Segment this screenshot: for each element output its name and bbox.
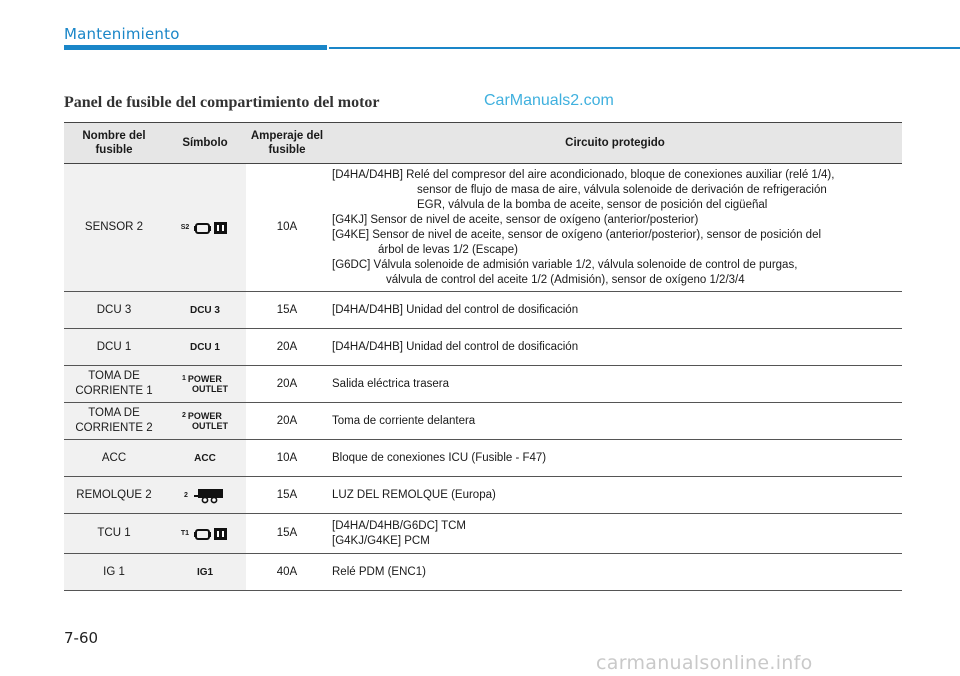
- page-heading: Panel de fusible del compartimiento del motor: [64, 94, 380, 111]
- symbol-index: T1: [180, 530, 190, 537]
- fuse-amperage: 15A: [246, 514, 328, 554]
- watermark-top[interactable]: CarManuals2.com: [484, 92, 614, 109]
- table-row: [64, 477, 902, 514]
- symbol-index: 1: [182, 375, 186, 382]
- symbol-line1: POWER: [187, 374, 222, 384]
- fuse-circuit: Bloque de conexiones ICU (Fusible - F47): [328, 440, 902, 477]
- fuse-circuit: Salida eléctrica trasera: [328, 366, 902, 403]
- fuse-symbol: [164, 440, 246, 477]
- circuit-line: válvula de control del aceite 1/2 (Admisión), sensor de oxígeno 1/2/3/4: [386, 273, 745, 286]
- fuse-amperage: 20A: [246, 366, 328, 403]
- table-row: [64, 440, 902, 477]
- watermark-bottom[interactable]: carmanualsonline.info: [596, 652, 813, 674]
- fuse-amperage: 20A: [246, 329, 328, 366]
- fuse-name: TOMA DE CORRIENTE 1: [64, 366, 164, 403]
- fuse-symbol: [164, 292, 246, 329]
- fuse-amperage: 20A: [246, 403, 328, 440]
- header-rule-thick: [64, 45, 327, 50]
- fuse-symbol: [164, 329, 246, 366]
- fuse-circuit: Toma de corriente delantera: [328, 403, 902, 440]
- fuse-symbol: [164, 554, 246, 591]
- symbol-text: DCU 1: [189, 341, 220, 353]
- fuse-name: SENSOR 2: [64, 164, 164, 292]
- circuit-line: [G4KE] Sensor de nivel de aceite, sensor de oxígeno (anterior/posterior), sensor de posición del: [332, 228, 822, 241]
- fuse-circuit: [328, 164, 902, 292]
- circuit-line: sensor de flujo de masa de aire, válvula solenoide de derivación de refrigeración: [417, 183, 827, 196]
- circuit-line: [G6DC] Válvula solenoide de admisión variable 1/2, válvula solenoide de control de purgas,: [332, 258, 798, 271]
- column-header-circuit: Circuito protegido: [328, 123, 902, 164]
- symbol-text: ACC: [194, 452, 216, 464]
- fuse-name: TOMA DE CORRIENTE 2: [64, 403, 164, 440]
- fuse-circuit: LUZ DEL REMOLQUE (Europa): [328, 477, 902, 514]
- symbol-line2: OUTLET: [192, 384, 228, 394]
- fuse-circuit: [D4HA/D4HB] Unidad del control de dosificación: [328, 292, 902, 329]
- page-number: 7-60: [64, 629, 99, 647]
- fuse-amperage: 15A: [246, 477, 328, 514]
- table-row: [64, 554, 902, 591]
- circuit-line: árbol de levas 1/2 (Escape): [378, 243, 518, 256]
- header-rule-thin: [329, 47, 960, 49]
- fuse-amperage: 40A: [246, 554, 328, 591]
- fuse-amperage: 15A: [246, 292, 328, 329]
- engine-transmission-icon: [193, 526, 229, 542]
- fuse-table: [64, 122, 902, 591]
- symbol-line1: POWER: [187, 411, 222, 421]
- table-row: [64, 366, 902, 403]
- symbol-line2: OUTLET: [192, 421, 228, 431]
- fuse-amperage: 10A: [246, 164, 328, 292]
- section-title: Mantenimiento: [64, 25, 180, 43]
- column-header-amperage: Amperaje del fusible: [246, 123, 328, 164]
- fuse-symbol: [164, 164, 246, 292]
- table-row: [64, 403, 902, 440]
- fuse-name: IG 1: [64, 554, 164, 591]
- fuse-symbol: [164, 477, 246, 514]
- symbol-text: DCU 3: [189, 304, 220, 316]
- table-row: [64, 514, 902, 554]
- fuse-name: TCU 1: [64, 514, 164, 554]
- fuse-circuit: Relé PDM (ENC1): [328, 554, 902, 591]
- fuse-name: ACC: [64, 440, 164, 477]
- symbol-index: 2: [182, 412, 186, 419]
- trailer-icon: [192, 486, 226, 504]
- table-row: [64, 292, 902, 329]
- symbol-index: 2: [184, 491, 188, 499]
- fuse-symbol: [164, 366, 246, 403]
- fuse-circuit: [328, 514, 902, 554]
- fuse-symbol: [164, 514, 246, 554]
- circuit-line: EGR, válvula de la bomba de aceite, sensor de posición del cigüeñal: [417, 198, 768, 211]
- circuit-line: [D4HA/D4HB] Relé del compresor del aire acondicionado, bloque de conexiones auxiliar (relé 1/4),: [332, 168, 835, 181]
- circuit-line: [D4HA/D4HB/G6DC] TCM: [332, 519, 466, 532]
- symbol-text: IG1: [196, 566, 214, 578]
- table-row: [64, 164, 902, 292]
- column-header-name: Nombre del fusible: [64, 123, 164, 164]
- fuse-name: REMOLQUE 2: [64, 477, 164, 514]
- fuse-name: DCU 1: [64, 329, 164, 366]
- table-header-row: [64, 123, 902, 164]
- fuse-circuit: [D4HA/D4HB] Unidad del control de dosificación: [328, 329, 902, 366]
- fuse-amperage: 10A: [246, 440, 328, 477]
- column-header-symbol: Símbolo: [164, 123, 246, 164]
- circuit-line: [G4KJ/G4KE] PCM: [332, 534, 430, 547]
- symbol-index: S2: [180, 224, 190, 231]
- engine-sensor-icon: [193, 220, 229, 236]
- circuit-line: [G4KJ] Sensor de nivel de aceite, sensor de oxígeno (anterior/posterior): [332, 213, 699, 226]
- fuse-name: DCU 3: [64, 292, 164, 329]
- table-row: [64, 329, 902, 366]
- fuse-symbol: [164, 403, 246, 440]
